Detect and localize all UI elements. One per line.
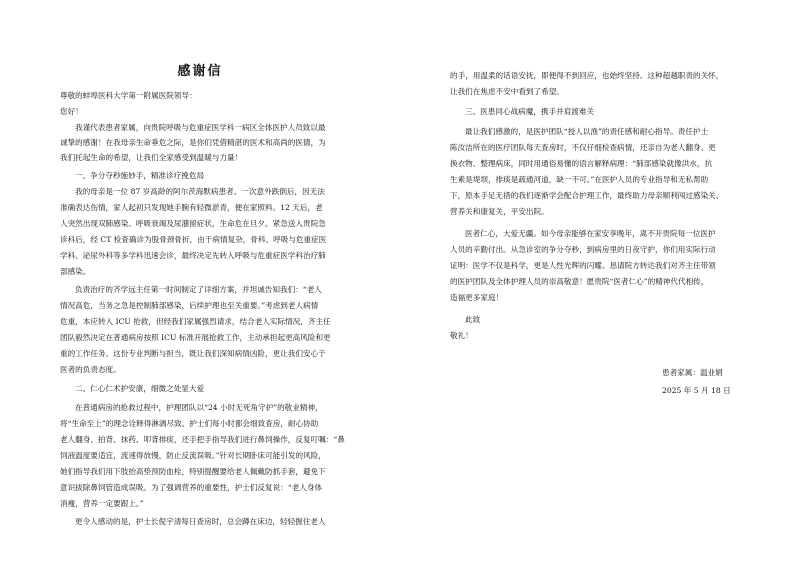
paragraph-line: 诚挚的感谢！在我母亲生命垂危之际，是你们凭借精湛的医术和高尚的医德，为 (60, 138, 326, 147)
paragraph-line: 我的母亲是一位 87 岁高龄的阿尔茨海默病患者。一次意外跌倒后，因无法 (75, 187, 325, 196)
paragraph-line: 重的工作任务。这份专业判断与担当，既让我们深知病情凶险，更让我们安心于 (60, 349, 326, 358)
paragraph-line: 下，原本手足无措的我们逐渐学会配合护理工作，最终助力母亲顺利闯过感染关、 (450, 191, 724, 200)
paragraph-line: 意识拔除鼻饲管造成误吸。为了强调营养的重要性，护士们反复说：“老人身体 (60, 483, 323, 492)
signature: 患者家属：温业娟 (662, 368, 723, 377)
paragraph-line: 危重，本应转入 ICU 抢救，但经我们家属强烈请求，结合老人实际情况，齐主任 (60, 317, 331, 326)
paragraph-line: 人员的辛勤付出。从急诊室的争分夺秒，到病房里的日夜守护，你们用实际行动 (450, 245, 716, 254)
greeting: 您好！ (60, 107, 83, 116)
letter-page-right (400, 0, 800, 562)
paragraph-line: 在普通病房的抢救过程中，护理团队以“24 小时无死角守护”的敬业精神， (75, 403, 323, 412)
paragraph-line: 造福更多家庭！ (450, 293, 504, 302)
section-heading-3: 三、医患同心战病魔，携手并肩渡难关 (465, 107, 595, 116)
paragraph-line: 部感染。 (60, 267, 91, 276)
salutation: 尊敬的蚌埠医科大学第一附属医院领导： (60, 91, 197, 100)
paragraph-line: 生素是堤坝，排痰是疏通河道，缺一不可。”在医护人员的专业指导和无私帮助 (450, 175, 709, 184)
paragraph-line: 换衣物、整理病床，同时用通俗易懂的语言解释病理：“肺部感染就像洪水，抗 (450, 159, 713, 168)
paragraph-line: 人突然出现双肺感染、呼吸衰竭及尿潴留症状，生命危在旦夕。紧急送入贵院急 (60, 219, 326, 228)
paragraph-line: 证明：医学不仅是科学，更是人性光辉的闪耀。恳请院方转达我们对齐主任带领 (450, 261, 716, 270)
paragraph-line: 最让我们感激的，是医护团队“授人以渔”的责任感和耐心指导。责任护士 (465, 127, 709, 136)
paragraph-line: 我谨代表患者家属，向贵院呼吸与危重症医学科一病区全体医护人员致以最 (75, 123, 326, 132)
paragraph-line: 更令人感动的是，护士长倪宇清每日查房时，总会蹲在床边，轻轻握住老人 (75, 517, 326, 526)
paragraph-line: 情况高危，当务之急是控制肺部感染，后续护理也至关重要。”考虑到老人病情 (60, 301, 319, 310)
paragraph-line: 我们托起生命的希望，让我们全家感受到温暖与力量！ (60, 153, 243, 162)
paragraph-line: 团队毅然决定在普通病房按照 ICU 标准开展抢救工作，主动承担起更高风险和更 (60, 333, 331, 342)
section-heading-1: 一、争分夺秒施妙手，精准诊疗挽危局 (75, 171, 205, 180)
paragraph-line: 医者仁心，大爱无疆。如今母亲能够在家安享晚年，离不开贵院每一位医护 (465, 229, 716, 238)
paragraph-line: 诊科后，经 CT 检查确诊为股骨颈骨折，由于病情复杂，骨科、呼吸与危重症医 (60, 235, 327, 244)
section-heading-2: 二、仁心仁术护安康，细微之处显大爱 (75, 384, 205, 393)
paragraph-line: 饲液温度要适宜，流速得放慢，防止反流误吸。”针对长期卧床可能引发的风险， (60, 451, 326, 460)
paragraph-line: 负责治疗的齐学远主任第一时间制定了详细方案，并坦诚告知我们：“老人 (75, 285, 322, 294)
letter-date: 2025 年 5 月 18 日 (662, 386, 731, 395)
paragraph-line: 准确表达伤情，家人起初只发现她手腕有轻微淤青，便在家照料。12 天后，老 (60, 203, 323, 212)
paragraph-line: 老人翻身、拍背、抹药、叩背排痰，还手把手指导我们进行鼻饲操作，反复叮嘱：“鼻 (60, 435, 345, 444)
paragraph-line: 将“生命至上”的理念诠释得淋漓尽致。护士们每小时都会细致查房，耐心协助 (60, 419, 319, 428)
closing-salute: 敬礼！ (450, 331, 473, 340)
paragraph-line: 的医护团队及全体护理人员的崇高敬意！愿贵院“医者仁心”的精神代代相传， (450, 277, 709, 286)
paragraph-line: 消瘦，营养一定要跟上。” (60, 499, 144, 508)
letter-title: 感谢信 (177, 64, 223, 79)
paragraph-line: 让我们在焦虑不安中看到了希望。 (450, 87, 564, 96)
paragraph-line: 营养关和康复关，平安出院。 (450, 207, 549, 216)
paragraph-line: 的手，用温柔的话语安抚，即便得不到回应，也始终坚持。这种超越职责的关怀， (450, 71, 724, 80)
closing-phrase: 此致 (465, 315, 481, 324)
paragraph-line: 她们指导我们用下肢抬高垫预防血栓，特别提醒要给老人佩戴防抓手套，避免下 (60, 467, 326, 476)
paragraph-line: 陈汝洁所在的医疗团队每天查房时，不仅仔细检查病情，还亲自为老人翻身、更 (450, 143, 716, 152)
paragraph-line: 医者的负责态度。 (60, 365, 121, 374)
paragraph-line: 学科、泌尿外科等多学科迅速会诊，最终决定先转入呼吸与危重症医学科治疗肺 (60, 251, 326, 260)
